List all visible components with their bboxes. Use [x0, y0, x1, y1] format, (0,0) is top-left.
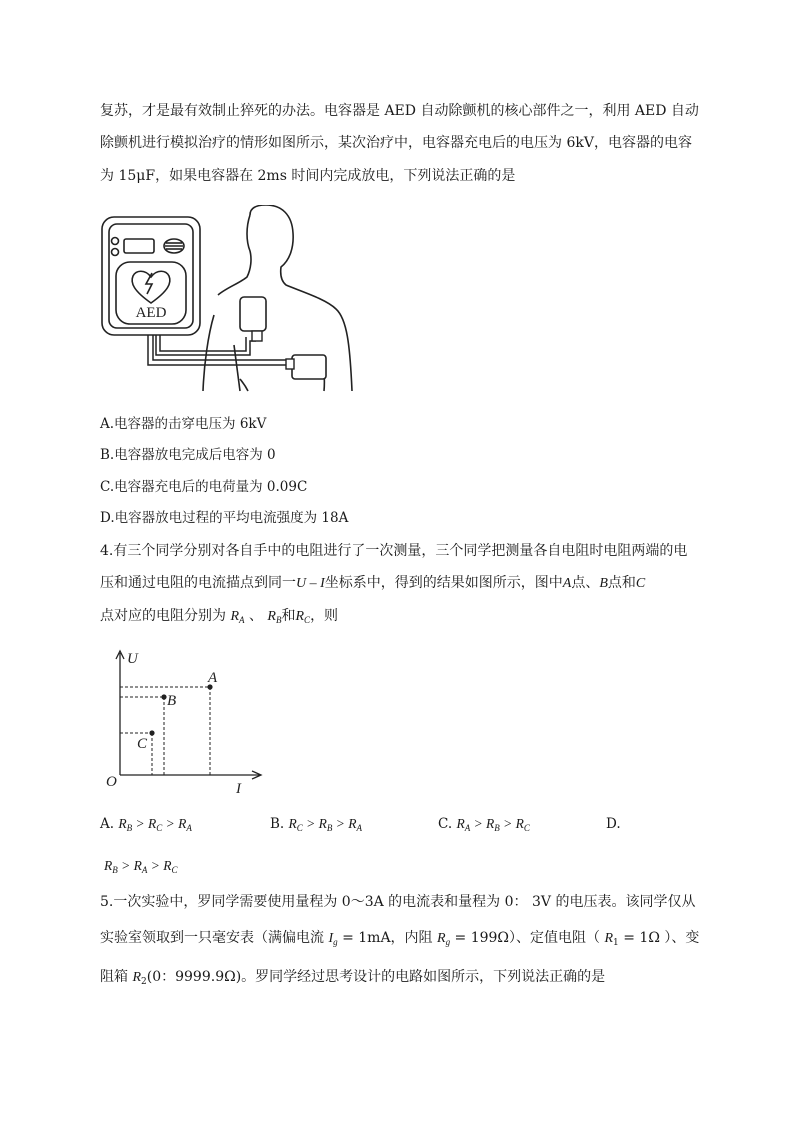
q3-option-b: B.电容器放电完成后电容为 0 — [100, 447, 276, 463]
aed-label: AED — [135, 305, 167, 321]
point-b — [161, 694, 166, 699]
q4-text-line-2: 压和通过电阻的电流描点到同一U – I坐标系中，得到的结果如图所示，图中A点、B点和C — [100, 575, 646, 591]
point-c — [149, 730, 154, 735]
u-axis-label: U — [127, 651, 138, 667]
q3-option-c: C.电容器充电后的电荷量为 0.09C — [100, 479, 308, 495]
q5-text-line-3: 阻箱 $R_2(0$：9999.9Ω)。罗同学经过思考设计的电路如图所示，下列说法正确的是 — [100, 969, 606, 987]
q3-option-d: D.电容器放电过程的平均电流强度为 18A — [100, 510, 349, 526]
aed-illustration — [100, 205, 400, 395]
q4-option-a: A. $R_B > R_C > R_A$ — [100, 816, 192, 833]
q3-text-line-2: 除颤机进行模拟治疗的情形如图所示，某次治疗中，电容器充电后的电压为 6kV，电容器的电容 — [100, 135, 692, 151]
q4-text-line-3: 点对应的电阻分别为 $R_A$ 、 $R_B$和$R_C$，则 — [100, 608, 339, 625]
q5-text-line-2: 实验室领取到一只毫安表（满偏电流 $I_g = 1mA$，内阻 $R_g = 199\Omega$）、定值电阻（ $R_1 = 1\Omega$ ）、变 — [100, 930, 700, 948]
q4-option-c: C. $R_A > R_B > R_C$ — [438, 816, 530, 833]
electrode-pad-upper — [240, 297, 266, 331]
origin-label: O — [106, 774, 117, 790]
q4-option-d-label: D. — [606, 816, 621, 832]
point-c-label: C — [137, 736, 148, 752]
i-axis-label: I — [236, 781, 241, 797]
q4-option-d: $R_B > R_A > R_C$ — [104, 858, 178, 875]
point-a-label: A — [208, 670, 218, 686]
q3-text-line-3: 为 15μF，如果电容器在 2ms 时间内完成放电，下列说法正确的是 — [100, 168, 516, 184]
electrode-pad-lower — [292, 355, 326, 379]
q4-option-b: B. $R_C > R_B > R_A$ — [270, 816, 362, 833]
q3-option-a: A.电容器的击穿电压为 6kV — [100, 416, 267, 432]
q5-text-line-1: 5.一次实验中，罗同学需要使用量程为 0～3A 的电流表和量程为 0： 3V 的电压表。该同学仅从 — [100, 894, 696, 910]
point-b-label: B — [167, 693, 177, 709]
q4-text-line-1: 4.有三个同学分别对各自手中的电阻进行了一次测量，三个同学把测量各自电阻时电阻两端的电 — [100, 543, 688, 559]
q3-text-line-1: 复苏，才是最有效制止猝死的办法。电容器是 AED 自动除颤机的核心部件之一，利用 AED 自动 — [100, 103, 699, 119]
u-i-graph — [100, 645, 270, 800]
